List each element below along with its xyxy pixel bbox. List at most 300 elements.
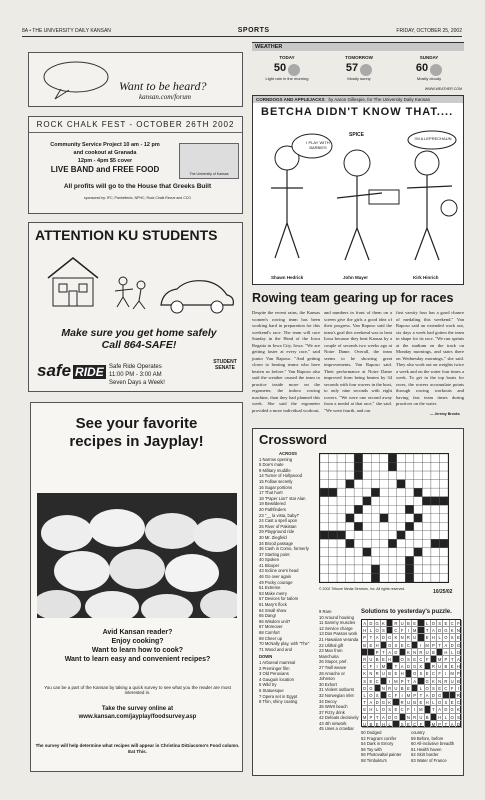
solution-cell: E bbox=[406, 721, 412, 728]
solution-cell: U bbox=[381, 670, 387, 677]
solution-cell: I bbox=[400, 692, 406, 699]
cartoon-header bbox=[253, 96, 463, 103]
solution-cell: A bbox=[450, 721, 456, 728]
solution-cell: H bbox=[400, 670, 406, 677]
solution-cell: M bbox=[394, 678, 398, 684]
solution-cell: O bbox=[369, 693, 373, 698]
solution-cell: D bbox=[368, 620, 374, 627]
grid-cell bbox=[439, 480, 448, 489]
crossword-grid[interactable] bbox=[319, 453, 449, 583]
across-list bbox=[259, 457, 317, 653]
grid-cell bbox=[371, 514, 380, 523]
grid-cell bbox=[439, 488, 448, 497]
grid-cell bbox=[439, 531, 448, 540]
solution-cell: U bbox=[400, 620, 406, 627]
solution-cell: C bbox=[412, 721, 418, 728]
solution-cell: U bbox=[393, 685, 399, 692]
solution-cell: D bbox=[387, 714, 393, 721]
question-4: Want to learn easy and convenient recipes? bbox=[64, 656, 211, 663]
grid-cell bbox=[422, 454, 431, 463]
grid-cell bbox=[439, 556, 448, 565]
weather-sunday bbox=[394, 55, 464, 81]
solution-cell: G bbox=[394, 714, 398, 720]
grid-cell bbox=[363, 488, 372, 497]
solution-cell: E bbox=[362, 706, 368, 713]
grid-cell bbox=[388, 471, 397, 480]
speech-bubble-icon bbox=[41, 59, 111, 101]
article-headline: Rowing team gearing up for races bbox=[252, 291, 454, 305]
grid-cell bbox=[388, 480, 397, 489]
grid-cell bbox=[397, 531, 406, 540]
grid-cell bbox=[397, 488, 406, 497]
saferide-hours bbox=[109, 363, 165, 387]
solution-cell: F bbox=[425, 656, 431, 663]
solution-cell: L bbox=[425, 620, 431, 627]
solution-cell: C bbox=[393, 627, 399, 634]
solution-cell: F bbox=[393, 692, 399, 699]
grid-cell bbox=[414, 454, 423, 463]
solution-cell: E bbox=[418, 699, 424, 706]
grid-cell bbox=[363, 531, 372, 540]
clue: 36 Cash in Como, formerly bbox=[259, 546, 309, 552]
cartoon-name: CORNDOGS AND APPLEJACKS bbox=[256, 97, 325, 102]
solution-cell: D bbox=[393, 649, 399, 656]
grid-cell bbox=[431, 565, 440, 574]
cartoon-strip bbox=[252, 95, 464, 285]
day-temp: 60 bbox=[415, 62, 429, 74]
clue: 23 Man from Manchuria bbox=[319, 648, 343, 659]
grid-cell bbox=[405, 539, 414, 548]
solution-cell: G bbox=[437, 693, 442, 698]
solution-cell: A bbox=[412, 678, 418, 685]
solution-cell: B bbox=[387, 670, 393, 677]
solution-cell: C bbox=[406, 642, 412, 649]
solution-cell: B bbox=[406, 620, 412, 627]
clue: 46 Go over again bbox=[259, 574, 292, 580]
crossword-down-clues-2 bbox=[319, 609, 359, 732]
grid-cell bbox=[380, 497, 389, 506]
grid-cell bbox=[422, 539, 431, 548]
survey-url[interactable]: www.kansan.com/jayplay/foodsurvey.asp bbox=[78, 714, 197, 720]
grid-cell bbox=[422, 531, 431, 540]
grid-cell bbox=[422, 471, 431, 480]
article-col-2: and numbers in front of them on a screen give the girls a good idea of their progress. Van Raposo said the team's goal this weekend was to beat Iowa because they beat Kansas by a couple of seconds two weeks ago at Notre Dame. Overall, the team seems to be showing great improvements, Van Raposo said. Their performance at Notre Dame improved from being beaten by 34 seconds with four rowers in the boat, to only nine seconds with eight rowers. "We were one second away from a medal at that race," she said. "We went fourth, and our bbox=[324, 310, 392, 413]
rain-icon bbox=[288, 64, 300, 76]
schedule-line-3: 12pm - 4pm $5 cover bbox=[77, 158, 133, 164]
grid-cell bbox=[329, 505, 338, 514]
grid-cell bbox=[388, 548, 397, 557]
ad-rockchalk-sponsors: sponsored by: IFC, Panhellenic, NPHC, Rock Chalk Revue and CCO bbox=[84, 196, 191, 200]
grid-cell bbox=[329, 539, 338, 548]
car-icon bbox=[157, 277, 237, 317]
grid-cell bbox=[354, 539, 363, 548]
grid-cell bbox=[337, 539, 346, 548]
solution-cell: E bbox=[437, 685, 443, 692]
grid-cell bbox=[346, 565, 355, 574]
crossword-across-clues bbox=[259, 451, 317, 705]
solution-cell: R bbox=[393, 620, 399, 627]
grid-cell bbox=[329, 514, 338, 523]
jayplay-title-2: recipes in Jayplay! bbox=[69, 433, 204, 450]
grid-cell bbox=[320, 454, 329, 463]
clue: 59 Before, before bbox=[411, 735, 444, 741]
grid-cell bbox=[320, 463, 329, 472]
solution-cell: U bbox=[368, 656, 374, 663]
clue: 25 River of Pakistan bbox=[259, 523, 297, 529]
ad-forum-headline: Want to be heard? bbox=[119, 79, 207, 93]
clue: 61 Mary's flock bbox=[259, 602, 287, 608]
grid-cell bbox=[431, 488, 440, 497]
weather-box bbox=[252, 42, 464, 92]
grid-cell bbox=[397, 480, 406, 489]
solution-cell: G bbox=[381, 700, 385, 706]
clue: 66 Wisdom unit? bbox=[259, 618, 291, 624]
day-name: SUNDAY bbox=[419, 55, 439, 60]
solution-cell: S bbox=[362, 678, 368, 685]
solution-cell: S bbox=[400, 721, 406, 728]
grid-cell bbox=[388, 522, 397, 531]
solution-cell: L bbox=[368, 627, 374, 634]
grid-cell bbox=[431, 497, 440, 506]
cartoon-name-2: John Mayer bbox=[343, 275, 369, 280]
solution-cell: B bbox=[412, 699, 418, 706]
grid-cell bbox=[329, 522, 338, 531]
ad-jayplay-fine: The survey will help determine what recipes will appear in Christina DiGiacomo's Food column. Eat This. bbox=[35, 743, 240, 754]
grid-cell bbox=[439, 514, 448, 523]
grid-cell bbox=[397, 548, 406, 557]
solution-cell: I bbox=[387, 678, 393, 685]
clue: 19 Bewildered bbox=[259, 501, 286, 507]
clue: 7 Opera set in Egypt bbox=[259, 693, 298, 699]
grid-cell bbox=[380, 531, 389, 540]
grid-cell bbox=[363, 573, 372, 582]
solution-cell: K bbox=[381, 620, 387, 627]
grid-cell bbox=[320, 531, 329, 540]
solution-cell: B bbox=[456, 678, 462, 685]
day-temp: 50 bbox=[273, 62, 287, 74]
question-2: Enjoy cooking? bbox=[111, 638, 164, 645]
grid-cell bbox=[346, 505, 355, 514]
solution-cell: H bbox=[437, 714, 443, 721]
sign-spice: SPICE bbox=[349, 132, 365, 138]
solution-cell: D bbox=[437, 627, 443, 634]
solution-cell: S bbox=[381, 627, 387, 634]
clue: 26 Stupor, pref. bbox=[319, 659, 348, 665]
solution-cell: L bbox=[450, 649, 456, 656]
solution-cell: E bbox=[412, 656, 418, 663]
solution-cell: E bbox=[412, 620, 418, 627]
ad-forum-url[interactable]: kansan.com/forum bbox=[139, 93, 191, 101]
down-heading: DOWN bbox=[259, 654, 273, 660]
grid-cell bbox=[405, 548, 414, 557]
clue: 1 Narrow opening bbox=[259, 456, 293, 462]
day-temp: 57 bbox=[345, 62, 359, 74]
grid-cell bbox=[363, 454, 372, 463]
solution-cell: U bbox=[418, 714, 424, 721]
clue: 68 Comfort bbox=[259, 630, 280, 635]
solution-cell: B bbox=[368, 721, 374, 728]
clue: 18 "Paper Lion" star Alan bbox=[259, 495, 306, 501]
weather-credit: WWW.WEATHER.COM bbox=[424, 87, 462, 91]
grid-cell bbox=[320, 471, 329, 480]
solution-cell: D bbox=[381, 634, 387, 641]
grid-cell bbox=[439, 548, 448, 557]
solution-cell: E bbox=[450, 699, 456, 706]
ad-jayplay-questions bbox=[35, 628, 240, 664]
solution-cell: F bbox=[437, 670, 443, 677]
grid-cell bbox=[397, 454, 406, 463]
solution-cell: I bbox=[406, 627, 412, 634]
crossword-down-clues-3 bbox=[361, 730, 409, 764]
solution-cell: S bbox=[375, 692, 381, 699]
solution-cell: H bbox=[375, 642, 381, 649]
grid-cell bbox=[405, 565, 414, 574]
grid-cell bbox=[354, 522, 363, 531]
grid-cell bbox=[363, 480, 372, 489]
ad-jayplay-title bbox=[31, 403, 242, 451]
saferide-logo-ride: RIDE bbox=[75, 365, 104, 379]
solution-cell: K bbox=[450, 627, 456, 634]
clue: country bbox=[411, 730, 425, 735]
grid-cell bbox=[337, 471, 346, 480]
solution-grid bbox=[361, 619, 461, 727]
solution-cell: O bbox=[375, 628, 379, 634]
grid-cell bbox=[329, 548, 338, 557]
clue: 2 Preminger film bbox=[259, 665, 290, 671]
grid-cell bbox=[388, 454, 397, 463]
solution-cell: L bbox=[387, 721, 393, 728]
solution-cell: T bbox=[431, 706, 437, 713]
grid-cell bbox=[431, 454, 440, 463]
solution-cell: C bbox=[362, 663, 368, 670]
grid-cell bbox=[329, 573, 338, 582]
grid-cell bbox=[337, 573, 346, 582]
grid-cell bbox=[363, 548, 372, 557]
solution-cell: I bbox=[418, 642, 424, 649]
grid-cell bbox=[388, 505, 397, 514]
clue: 49 Pocky courage bbox=[259, 579, 293, 585]
grid-cell bbox=[380, 556, 389, 565]
solution-cell: C bbox=[375, 678, 381, 685]
solution-cell: B bbox=[400, 685, 406, 692]
ad-safe-ride bbox=[28, 222, 243, 392]
solution-cell: S bbox=[456, 714, 462, 721]
solution-cell: T bbox=[443, 721, 449, 728]
grid-cell bbox=[439, 522, 448, 531]
clue: 43 4th network bbox=[319, 720, 347, 726]
cartoon-byline: by Aaron Gillespie, for The University Daily Kansan bbox=[328, 97, 431, 102]
grid-cell bbox=[397, 573, 406, 582]
clue: 1 Arboreal mammal bbox=[259, 659, 296, 665]
grid-cell bbox=[439, 471, 448, 480]
grid-cell bbox=[380, 488, 389, 497]
solution-cell: G bbox=[375, 621, 379, 626]
grid-cell bbox=[320, 480, 329, 489]
day-desc: Light rain in the morning bbox=[265, 75, 309, 81]
clue: 17 That hurt! bbox=[259, 490, 283, 496]
solution-cell: T bbox=[450, 656, 456, 663]
grid-cell bbox=[371, 522, 380, 531]
grid-cell bbox=[346, 531, 355, 540]
clue: 70 McNally play, with "The" bbox=[259, 641, 310, 647]
solution-cell: N bbox=[400, 634, 406, 641]
grid-cell bbox=[337, 514, 346, 523]
clue: 30 Exhort bbox=[319, 681, 337, 687]
solution-cell: H bbox=[362, 627, 368, 634]
solution-cell: D bbox=[362, 685, 368, 692]
grid-cell bbox=[371, 573, 380, 582]
solution-cell: O bbox=[450, 714, 454, 720]
solution-cell: K bbox=[362, 670, 368, 677]
cloud-icon bbox=[430, 64, 442, 76]
grid-cell bbox=[337, 480, 346, 489]
clue: 60 All-inclusive breadth bbox=[411, 741, 455, 747]
grid-cell bbox=[405, 522, 414, 531]
solution-cell: C bbox=[450, 620, 456, 627]
ad-forum[interactable] bbox=[28, 52, 243, 107]
solution-cell: U bbox=[437, 663, 443, 670]
day-desc: Mostly sunny bbox=[347, 75, 371, 81]
solution-cell: O bbox=[456, 649, 460, 655]
grid-cell bbox=[346, 514, 355, 523]
solution-cell: P bbox=[400, 678, 406, 685]
solution-cell: K bbox=[418, 663, 424, 670]
grid-cell bbox=[431, 514, 440, 523]
grid-cell bbox=[414, 463, 423, 472]
solution-cell: C bbox=[400, 706, 406, 713]
grid-cell bbox=[363, 539, 372, 548]
grid-cell bbox=[397, 556, 406, 565]
solution-cell: E bbox=[450, 663, 456, 670]
grid-cell bbox=[371, 471, 380, 480]
grid-cell bbox=[431, 548, 440, 557]
solution-cell: R bbox=[431, 663, 437, 670]
grid-cell bbox=[337, 565, 346, 574]
solution-cell: E bbox=[456, 634, 462, 641]
hours-line-1: Safe Ride Operates bbox=[109, 364, 162, 370]
clue: 15 Follow secretly bbox=[259, 478, 293, 484]
cartoon-name-1: Shawn Hedrick bbox=[271, 275, 304, 280]
solution-cell: H bbox=[456, 663, 462, 670]
clue: 40 Spoken bbox=[259, 557, 280, 563]
grid-cell bbox=[397, 565, 406, 574]
solution-cell: P bbox=[375, 649, 381, 656]
solution-cell: K bbox=[431, 678, 437, 685]
clue: 8 Thin, shiny coating bbox=[259, 699, 298, 705]
grid-cell bbox=[371, 480, 380, 489]
clue: 53 Make merry bbox=[259, 590, 287, 596]
solution-cell: F bbox=[368, 663, 374, 670]
grid-cell bbox=[320, 522, 329, 531]
grid-cell bbox=[337, 522, 346, 531]
grid-cell bbox=[354, 514, 363, 523]
sponsor-logos bbox=[179, 143, 239, 179]
weather-tomorrow bbox=[324, 55, 394, 81]
clue: 45 Uses a crowbar bbox=[319, 726, 354, 732]
saferide-logo bbox=[37, 361, 106, 381]
solution-cell: S bbox=[406, 656, 412, 663]
solution-cell: A bbox=[443, 642, 449, 649]
solution-cell: H bbox=[431, 634, 437, 641]
grid-cell bbox=[388, 573, 397, 582]
grid-cell bbox=[397, 471, 406, 480]
clue: 24 Cast a spell upon bbox=[259, 518, 298, 524]
ad-rockchalk-band: LIVE BAND and FREE FOOD bbox=[50, 165, 160, 174]
grid-cell bbox=[371, 463, 380, 472]
solution-cell: O bbox=[425, 685, 429, 691]
solution-cell: K bbox=[387, 699, 393, 706]
eggs-photo bbox=[37, 493, 237, 618]
grid-cell bbox=[363, 556, 372, 565]
clue: 22 Ulithal gift bbox=[319, 642, 344, 648]
solution-cell: O bbox=[444, 635, 448, 641]
solution-cell: T bbox=[418, 692, 424, 699]
grid-cell bbox=[354, 471, 363, 480]
solution-cell: N bbox=[437, 678, 443, 685]
grid-cell bbox=[380, 454, 389, 463]
grid-cell bbox=[422, 497, 431, 506]
grid-cell bbox=[431, 531, 440, 540]
grid-cell bbox=[405, 497, 414, 506]
grid-cell bbox=[371, 488, 380, 497]
grid-cell bbox=[414, 497, 423, 506]
grid-cell bbox=[422, 522, 431, 531]
grid-cell bbox=[337, 497, 346, 506]
grid-cell bbox=[388, 497, 397, 506]
solution-cell: E bbox=[375, 721, 381, 728]
grid-cell bbox=[439, 463, 448, 472]
grid-cell bbox=[346, 488, 355, 497]
solution-cell: H bbox=[443, 649, 449, 656]
solution-cell: F bbox=[456, 620, 462, 627]
grid-cell bbox=[363, 522, 372, 531]
grid-cell bbox=[346, 454, 355, 463]
solution-cell: F bbox=[400, 627, 406, 634]
clue: 29 Playground ride bbox=[259, 529, 295, 535]
solution-cell: G bbox=[456, 642, 460, 648]
ad-saferide-title: ATTENTION KU STUDENTS bbox=[35, 227, 218, 243]
solution-cell: S bbox=[387, 706, 393, 713]
solution-cell: T bbox=[381, 649, 387, 656]
solution-cell: T bbox=[368, 634, 374, 641]
solution-cell: E bbox=[381, 656, 387, 663]
solution-cell: H bbox=[381, 721, 387, 728]
solution-cell: P bbox=[368, 714, 374, 721]
grid-cell bbox=[422, 548, 431, 557]
solution-cell: R bbox=[456, 692, 462, 699]
grid-cell bbox=[320, 505, 329, 514]
solution-cell: E bbox=[400, 642, 406, 649]
survey-label: Take the survey online at bbox=[101, 706, 174, 712]
solution-cell: C bbox=[443, 685, 449, 692]
solution-cell: R bbox=[400, 699, 406, 706]
solution-cell: M bbox=[419, 707, 423, 713]
solution-cell: E bbox=[425, 634, 431, 641]
crossword-box bbox=[252, 428, 464, 776]
solution-cell: O bbox=[412, 671, 417, 677]
solution-cell: O bbox=[400, 657, 404, 662]
solution-cell: S bbox=[443, 699, 449, 706]
solution-cell: K bbox=[406, 649, 412, 656]
grid-cell bbox=[337, 531, 346, 540]
ad-rock-chalk-fest bbox=[28, 116, 243, 214]
ad-jayplay bbox=[30, 402, 243, 772]
solution-cell: M bbox=[406, 693, 411, 698]
solution-cell: E bbox=[393, 670, 399, 677]
grid-cell bbox=[439, 565, 448, 574]
solution-cell: D bbox=[431, 692, 437, 699]
grid-cell bbox=[388, 514, 397, 523]
